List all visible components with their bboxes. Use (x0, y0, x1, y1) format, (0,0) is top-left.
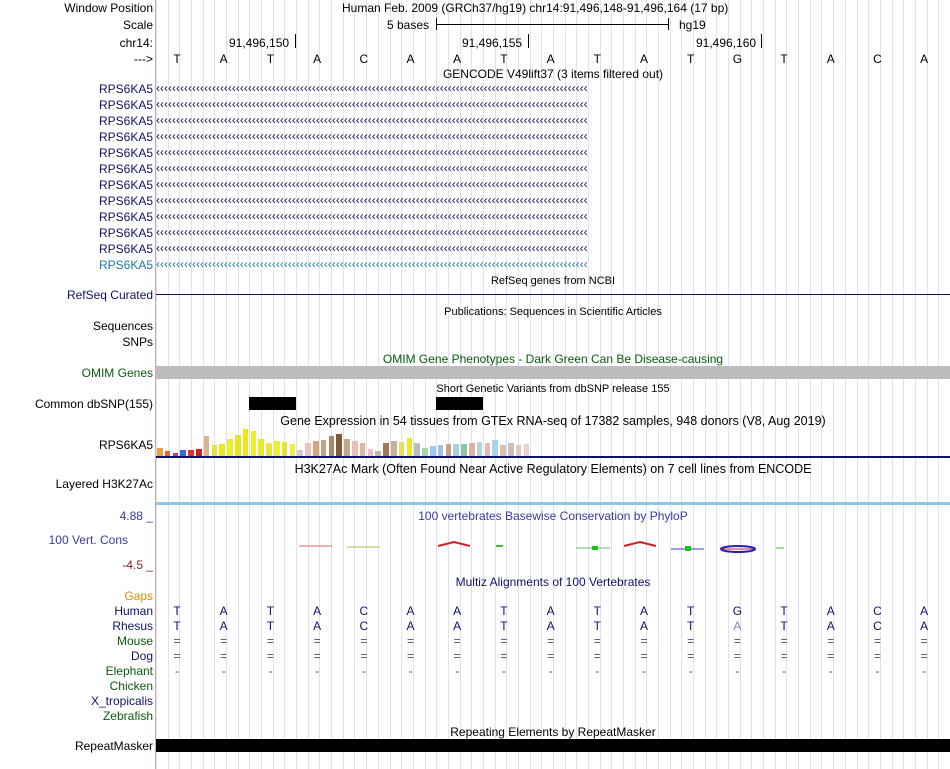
alignment-base: T (266, 619, 275, 633)
alignment-base: = (733, 649, 741, 663)
alignment-base: = (920, 634, 928, 648)
omim-title[interactable]: OMIM Gene Phenotypes - Dark Green Can Be Disease-causing (382, 352, 724, 366)
scale-left-text: 5 bases (387, 18, 430, 32)
base-letter: A (546, 52, 555, 66)
chrom-label: chr14: (119, 36, 153, 50)
gtex-tissue-bar[interactable] (266, 443, 272, 456)
cons-mark (438, 542, 470, 546)
cons-min-label: -4.5 _ (122, 558, 153, 572)
gtex-tissue-bar[interactable] (352, 441, 358, 456)
alignment-base: = (687, 649, 695, 663)
gtex-tissue-bar[interactable] (524, 444, 530, 456)
omim-feature[interactable] (156, 366, 950, 379)
gtex-tissue-bar[interactable] (212, 445, 218, 456)
gencode-transcript-arrows[interactable]: ‹‹‹‹‹‹‹‹‹‹‹‹‹‹‹‹‹‹‹‹‹‹‹‹‹‹‹‹‹‹‹‹‹‹‹‹‹‹‹‹‹‹‹‹‹‹‹‹‹‹‹‹‹‹‹‹‹‹‹‹‹‹‹‹‹‹‹‹‹‹‹‹‹‹‹‹‹‹‹‹‹‹‹‹‹‹‹‹‹‹‹‹‹‹‹‹‹‹‹‹‹‹‹‹‹‹‹‹ (156, 241, 588, 255)
species-label[interactable]: Chicken (109, 679, 153, 693)
gtex-tissue-bar[interactable] (430, 446, 436, 456)
gencode-gene-label[interactable]: RPS6KA5 (98, 114, 153, 128)
alignment-base: T (266, 604, 275, 618)
dbsnp-variant[interactable] (436, 397, 483, 410)
base-letter: A (219, 52, 228, 66)
window-position-label: Window Position (64, 1, 153, 15)
alignment-base: - (735, 664, 740, 678)
gtex-tissue-bar[interactable] (329, 436, 335, 456)
gtex-tissue-bar[interactable] (219, 444, 225, 456)
alignment-base: = (780, 649, 788, 663)
alignment-base: - (361, 664, 366, 678)
publications-title[interactable]: Publications: Sequences in Scientific Articles (444, 306, 662, 318)
alignment-base: = (593, 634, 601, 648)
gtex-tissue-bar[interactable] (500, 445, 506, 456)
alignment-base: A (920, 619, 929, 633)
gtex-tissue-bar[interactable] (204, 436, 210, 456)
alignment-base: A (406, 619, 415, 633)
alignment-base: T (780, 604, 788, 618)
alignment-base: - (221, 664, 226, 678)
alignment-base: T (173, 619, 181, 633)
alignment-base: = (547, 649, 555, 663)
position-tick-label: 91,496,155 (462, 36, 523, 50)
scale-bar-right-tick (668, 18, 669, 30)
alignment-base: A (313, 619, 322, 633)
gtex-tissue-bar[interactable] (290, 444, 296, 456)
alignment-base: = (453, 649, 461, 663)
gtex-tissue-bar[interactable] (344, 439, 350, 456)
gencode-gene-label[interactable]: RPS6KA5 (98, 82, 153, 96)
alignment-base: - (595, 664, 600, 678)
base-letter: C (873, 52, 882, 66)
gtex-label[interactable]: RPS6KA5 (98, 438, 153, 452)
gencode-transcript-arrows[interactable]: ‹‹‹‹‹‹‹‹‹‹‹‹‹‹‹‹‹‹‹‹‹‹‹‹‹‹‹‹‹‹‹‹‹‹‹‹‹‹‹‹‹‹‹‹‹‹‹‹‹‹‹‹‹‹‹‹‹‹‹‹‹‹‹‹‹‹‹‹‹‹‹‹‹‹‹‹‹‹‹‹‹‹‹‹‹‹‹‹‹‹‹‹‹‹‹‹‹‹‹‹‹‹‹‹‹‹‹‹ (156, 97, 588, 111)
gencode-transcript-arrows[interactable]: ‹‹‹‹‹‹‹‹‹‹‹‹‹‹‹‹‹‹‹‹‹‹‹‹‹‹‹‹‹‹‹‹‹‹‹‹‹‹‹‹‹‹‹‹‹‹‹‹‹‹‹‹‹‹‹‹‹‹‹‹‹‹‹‹‹‹‹‹‹‹‹‹‹‹‹‹‹‹‹‹‹‹‹‹‹‹‹‹‹‹‹‹‹‹‹‹‹‹‹‹‹‹‹‹‹‹‹‹ (156, 113, 588, 127)
gencode-transcript-arrows[interactable]: ‹‹‹‹‹‹‹‹‹‹‹‹‹‹‹‹‹‹‹‹‹‹‹‹‹‹‹‹‹‹‹‹‹‹‹‹‹‹‹‹‹‹‹‹‹‹‹‹‹‹‹‹‹‹‹‹‹‹‹‹‹‹‹‹‹‹‹‹‹‹‹‹‹‹‹‹‹‹‹‹‹‹‹‹‹‹‹‹‹‹‹‹‹‹‹‹‹‹‹‹‹‹‹‹‹‹‹‹ (156, 129, 588, 143)
gtex-tissue-bar[interactable] (235, 435, 241, 456)
alignment-base: T (593, 604, 601, 618)
alignment-base: A (733, 619, 742, 633)
gencode-gene-label[interactable]: RPS6KA5 (98, 210, 153, 224)
gtex-tissue-bar[interactable] (485, 443, 491, 456)
gtex-tissue-bar[interactable] (313, 441, 319, 456)
cons-plot[interactable] (156, 536, 950, 556)
gtex-tissue-bar[interactable] (453, 444, 459, 456)
gtex-tissue-bar[interactable] (414, 443, 420, 456)
gtex-tissue-bar[interactable] (407, 438, 413, 456)
gtex-tissue-bar[interactable] (391, 441, 397, 456)
alignment-base: = (266, 649, 274, 663)
alignment-base: = (406, 649, 414, 663)
gencode-gene-label[interactable]: RPS6KA5 (98, 194, 153, 208)
gtex-tissue-bar[interactable] (516, 445, 522, 456)
gtex-title[interactable]: Gene Expression in 54 tissues from GTEx RNA-seq of 17382 samples, 948 donors (V8, Aug 2019) (280, 414, 826, 428)
snps-label[interactable]: SNPs (122, 335, 153, 349)
alignment-base: C (873, 604, 882, 618)
alignment-base: A (546, 619, 555, 633)
gtex-tissue-bar[interactable] (321, 440, 327, 456)
alignment-base: - (175, 664, 179, 678)
multiz-title[interactable]: Multiz Alignments of 100 Vertebrates (455, 575, 651, 589)
gencode-transcript-arrows[interactable]: ‹‹‹‹‹‹‹‹‹‹‹‹‹‹‹‹‹‹‹‹‹‹‹‹‹‹‹‹‹‹‹‹‹‹‹‹‹‹‹‹‹‹‹‹‹‹‹‹‹‹‹‹‹‹‹‹‹‹‹‹‹‹‹‹‹‹‹‹‹‹‹‹‹‹‹‹‹‹‹‹‹‹‹‹‹‹‹‹‹‹‹‹‹‹‹‹‹‹‹‹‹‹‹‹‹‹‹‹ (156, 209, 588, 223)
gencode-gene-label[interactable]: RPS6KA5 (98, 178, 153, 192)
base-letter: G (732, 52, 743, 66)
gaps-label[interactable]: Gaps (124, 589, 153, 603)
gtex-tissue-bar[interactable] (446, 444, 452, 456)
gencode-gene-label[interactable]: RPS6KA5 (98, 130, 153, 144)
alignment-base: = (360, 649, 368, 663)
base-letter: A (639, 52, 648, 66)
strand-label: ---> (134, 52, 153, 66)
alignment-base: = (406, 634, 414, 648)
alignment-base: T (500, 619, 508, 633)
alignment-base: A (219, 604, 228, 618)
base-letter: A (920, 52, 929, 66)
species-label[interactable]: Dog (130, 649, 153, 663)
gtex-tissue-bar[interactable] (258, 439, 264, 456)
gtex-tissue-bar[interactable] (227, 439, 233, 456)
scale-bar (436, 24, 669, 25)
gtex-tissue-bar[interactable] (422, 448, 428, 456)
alignment-base: T (500, 604, 508, 618)
alignment-base: = (873, 634, 881, 648)
alignment-base: A (826, 604, 835, 618)
position-tick (528, 34, 529, 48)
species-label[interactable]: Zebrafish (102, 709, 153, 723)
alignment-base: A (546, 604, 555, 618)
refseq-label[interactable]: RefSeq Curated (66, 288, 153, 302)
species-label[interactable]: X_tropicalis (90, 694, 153, 708)
dbsnp-variant[interactable] (249, 397, 296, 410)
repeatmasker-element[interactable] (156, 739, 950, 752)
alignment-base: = (313, 634, 321, 648)
h3k27ac-signal[interactable] (156, 502, 950, 505)
base-letter: T (173, 52, 181, 66)
alignment-base: - (548, 664, 553, 678)
scale-right-text: hg19 (679, 18, 706, 32)
gtex-tissue-bar[interactable] (157, 448, 163, 456)
alignment-base: A (453, 619, 462, 633)
gtex-tissue-bar[interactable] (399, 442, 405, 456)
scale-bar-left-tick (436, 18, 437, 30)
species-label[interactable]: Mouse (116, 634, 153, 648)
alignment-base: - (688, 664, 693, 678)
alignment-base: A (639, 619, 648, 633)
alignment-base: A (453, 604, 462, 618)
alignment-base: = (920, 649, 928, 663)
alignment-base: - (875, 664, 880, 678)
alignment-base: A (920, 604, 929, 618)
gtex-tissue-bar[interactable] (461, 444, 467, 456)
gtex-tissue-bar[interactable] (305, 443, 311, 456)
refseq-gene-line[interactable] (156, 294, 950, 295)
gencode-transcript-arrows[interactable]: ‹‹‹‹‹‹‹‹‹‹‹‹‹‹‹‹‹‹‹‹‹‹‹‹‹‹‹‹‹‹‹‹‹‹‹‹‹‹‹‹‹‹‹‹‹‹‹‹‹‹‹‹‹‹‹‹‹‹‹‹‹‹‹‹‹‹‹‹‹‹‹‹‹‹‹‹‹‹‹‹‹‹‹‹‹‹‹‹‹‹‹‹‹‹‹‹‹‹‹‹‹‹‹‹‹‹‹‹ (156, 193, 588, 207)
alignment-base: T (780, 619, 788, 633)
alignment-base: = (220, 649, 228, 663)
cons-mark (685, 546, 691, 551)
gtex-tissue-bar[interactable] (196, 449, 202, 456)
alignment-base: T (687, 619, 695, 633)
alignment-base: - (922, 664, 927, 678)
alignment-base: = (220, 634, 228, 648)
gencode-gene-label[interactable]: RPS6KA5 (98, 258, 153, 272)
gencode-transcript-arrows[interactable]: ‹‹‹‹‹‹‹‹‹‹‹‹‹‹‹‹‹‹‹‹‹‹‹‹‹‹‹‹‹‹‹‹‹‹‹‹‹‹‹‹‹‹‹‹‹‹‹‹‹‹‹‹‹‹‹‹‹‹‹‹‹‹‹‹‹‹‹‹‹‹‹‹‹‹‹‹‹‹‹‹‹‹‹‹‹‹‹‹‹‹‹‹‹‹‹‹‹‹‹‹‹‹‹‹‹‹‹‹ (156, 177, 588, 191)
base-letter: A (406, 52, 415, 66)
alignment-base: - (455, 664, 460, 678)
alignment-base: - (828, 664, 833, 678)
base-letter: A (453, 52, 462, 66)
alignment-base: = (687, 634, 695, 648)
omim-label[interactable]: OMIM Genes (81, 366, 153, 380)
gtex-tissue-bar[interactable] (469, 443, 475, 456)
repeatmasker-label[interactable]: RepeatMasker (74, 739, 153, 753)
alignment-base: A (639, 604, 648, 618)
alignment-base: = (640, 649, 648, 663)
gtex-tissue-bar[interactable] (274, 441, 280, 456)
gencode-transcript-arrows[interactable]: ‹‹‹‹‹‹‹‹‹‹‹‹‹‹‹‹‹‹‹‹‹‹‹‹‹‹‹‹‹‹‹‹‹‹‹‹‹‹‹‹‹‹‹‹‹‹‹‹‹‹‹‹‹‹‹‹‹‹‹‹‹‹‹‹‹‹‹‹‹‹‹‹‹‹‹‹‹‹‹‹‹‹‹‹‹‹‹‹‹‹‹‹‹‹‹‹‹‹‹‹‹‹‹‹‹‹‹‹ (156, 145, 588, 159)
alignment-base: = (453, 634, 461, 648)
scale-label: Scale (122, 18, 153, 32)
gtex-tissue-bar[interactable] (477, 442, 483, 456)
gtex-tissue-bar[interactable] (438, 445, 444, 456)
cons-title[interactable]: 100 vertebrates Basewise Conservation by PhyloP (418, 509, 688, 523)
h3k27ac-title[interactable]: H3K27Ac Mark (Often Found Near Active Regulatory Elements) on 7 cell lines from ENCODE (294, 462, 812, 476)
alignment-base: T (687, 604, 695, 618)
species-label[interactable]: Rhesus (112, 619, 153, 633)
alignment-base: A (219, 619, 228, 633)
base-letter: T (593, 52, 601, 66)
species-label[interactable]: Elephant (105, 664, 153, 678)
alignment-base: - (408, 664, 413, 678)
window-position-value: Human Feb. 2009 (GRCh37/hg19) chr14:91,496,148-91,496,164 (17 bp) (342, 1, 729, 15)
alignment-base: = (827, 649, 835, 663)
position-tick (295, 34, 296, 48)
gencode-gene-label[interactable]: RPS6KA5 (98, 242, 153, 256)
alignment-base: - (501, 664, 506, 678)
gtex-tissue-bar[interactable] (492, 440, 498, 456)
dbsnp-title[interactable]: Short Genetic Variants from dbSNP release 155 (436, 383, 670, 395)
base-letter: T (500, 52, 508, 66)
repeatmasker-title[interactable]: Repeating Elements by RepeatMasker (450, 725, 656, 739)
gtex-tissue-bar[interactable] (282, 442, 288, 456)
alignment-base: = (827, 634, 835, 648)
alignment-base: = (547, 634, 555, 648)
gtex-tissue-bar[interactable] (368, 449, 374, 456)
gencode-gene-label[interactable]: RPS6KA5 (98, 226, 153, 240)
species-label[interactable]: Human (114, 604, 153, 618)
base-letter: A (826, 52, 835, 66)
gtex-tissue-bar[interactable] (360, 443, 366, 456)
alignment-base: = (173, 649, 181, 663)
alignment-base: C (359, 619, 369, 633)
alignment-base: G (732, 604, 743, 618)
position-tick-label: 91,496,160 (696, 36, 757, 50)
gtex-tissue-bar[interactable] (336, 434, 342, 456)
sequences-label[interactable]: Sequences (92, 319, 153, 333)
alignment-base: C (873, 619, 882, 633)
cons-mark (624, 542, 656, 546)
cons-max-label: 4.88 _ (119, 509, 153, 523)
alignment-base: = (873, 649, 881, 663)
gencode-gene-label[interactable]: RPS6KA5 (98, 162, 153, 176)
alignment-base: C (359, 604, 369, 618)
gencode-transcript-arrows[interactable]: ‹‹‹‹‹‹‹‹‹‹‹‹‹‹‹‹‹‹‹‹‹‹‹‹‹‹‹‹‹‹‹‹‹‹‹‹‹‹‹‹‹‹‹‹‹‹‹‹‹‹‹‹‹‹‹‹‹‹‹‹‹‹‹‹‹‹‹‹‹‹‹‹‹‹‹‹‹‹‹‹‹‹‹‹‹‹‹‹‹‹‹‹‹‹‹‹‹‹‹‹‹‹‹‹‹‹‹‹ (156, 161, 588, 175)
gencode-transcript-arrows[interactable]: ‹‹‹‹‹‹‹‹‹‹‹‹‹‹‹‹‹‹‹‹‹‹‹‹‹‹‹‹‹‹‹‹‹‹‹‹‹‹‹‹‹‹‹‹‹‹‹‹‹‹‹‹‹‹‹‹‹‹‹‹‹‹‹‹‹‹‹‹‹‹‹‹‹‹‹‹‹‹‹‹‹‹‹‹‹‹‹‹‹‹‹‹‹‹‹‹‹‹‹‹‹‹‹‹‹‹‹‹ (156, 225, 588, 239)
dbsnp-label[interactable]: Common dbSNP(155) (34, 397, 153, 411)
alignment-base: T (173, 604, 181, 618)
gtex-tissue-bar[interactable] (383, 443, 389, 456)
alignment-base: = (266, 634, 274, 648)
gencode-transcript-arrows[interactable]: ‹‹‹‹‹‹‹‹‹‹‹‹‹‹‹‹‹‹‹‹‹‹‹‹‹‹‹‹‹‹‹‹‹‹‹‹‹‹‹‹‹‹‹‹‹‹‹‹‹‹‹‹‹‹‹‹‹‹‹‹‹‹‹‹‹‹‹‹‹‹‹‹‹‹‹‹‹‹‹‹‹‹‹‹‹‹‹‹‹‹‹‹‹‹‹‹‹‹‹‹‹‹‹‹‹‹‹‹ (156, 257, 588, 271)
alignment-base: A (406, 604, 415, 618)
alignment-base: = (360, 634, 368, 648)
cons-mark (592, 546, 598, 550)
alignment-base: = (640, 634, 648, 648)
gtex-tissue-bar[interactable] (243, 429, 249, 456)
gencode-title[interactable]: GENCODE V49lift37 (3 items filtered out) (442, 67, 664, 81)
gtex-tissue-bar[interactable] (508, 443, 514, 456)
alignment-base: A (313, 604, 322, 618)
base-letter: T (266, 52, 275, 66)
alignment-base: = (500, 649, 508, 663)
gencode-gene-label[interactable]: RPS6KA5 (98, 98, 153, 112)
alignment-base: - (782, 664, 787, 678)
alignment-base: = (733, 634, 741, 648)
gencode-transcript-arrows[interactable]: ‹‹‹‹‹‹‹‹‹‹‹‹‹‹‹‹‹‹‹‹‹‹‹‹‹‹‹‹‹‹‹‹‹‹‹‹‹‹‹‹‹‹‹‹‹‹‹‹‹‹‹‹‹‹‹‹‹‹‹‹‹‹‹‹‹‹‹‹‹‹‹‹‹‹‹‹‹‹‹‹‹‹‹‹‹‹‹‹‹‹‹‹‹‹‹‹‹‹‹‹‹‹‹‹‹‹‹‹ (156, 81, 588, 95)
base-letter: T (780, 52, 788, 66)
alignment-base: = (313, 649, 321, 663)
cons-label[interactable]: 100 Vert. Cons (48, 533, 128, 547)
base-letter: T (687, 52, 695, 66)
base-letter: C (359, 52, 369, 66)
alignment-base: - (315, 664, 320, 678)
alignment-base: A (826, 619, 835, 633)
alignment-base: = (173, 634, 181, 648)
alignment-base: = (780, 634, 788, 648)
gtex-tissue-bar[interactable] (251, 431, 257, 456)
alignment-base: - (642, 664, 646, 678)
position-tick-label: 91,496,150 (229, 36, 290, 50)
alignment-base: - (268, 664, 273, 678)
refseq-title[interactable]: RefSeq genes from NCBI (490, 275, 616, 287)
base-letter: A (313, 52, 322, 66)
alignment-base: = (593, 649, 601, 663)
gtex-gene-line (156, 456, 950, 458)
position-tick (761, 34, 762, 48)
alignment-base: T (593, 619, 601, 633)
h3k27ac-label[interactable]: Layered H3K27Ac (55, 477, 153, 491)
gencode-gene-label[interactable]: RPS6KA5 (98, 146, 153, 160)
alignment-base: = (500, 634, 508, 648)
